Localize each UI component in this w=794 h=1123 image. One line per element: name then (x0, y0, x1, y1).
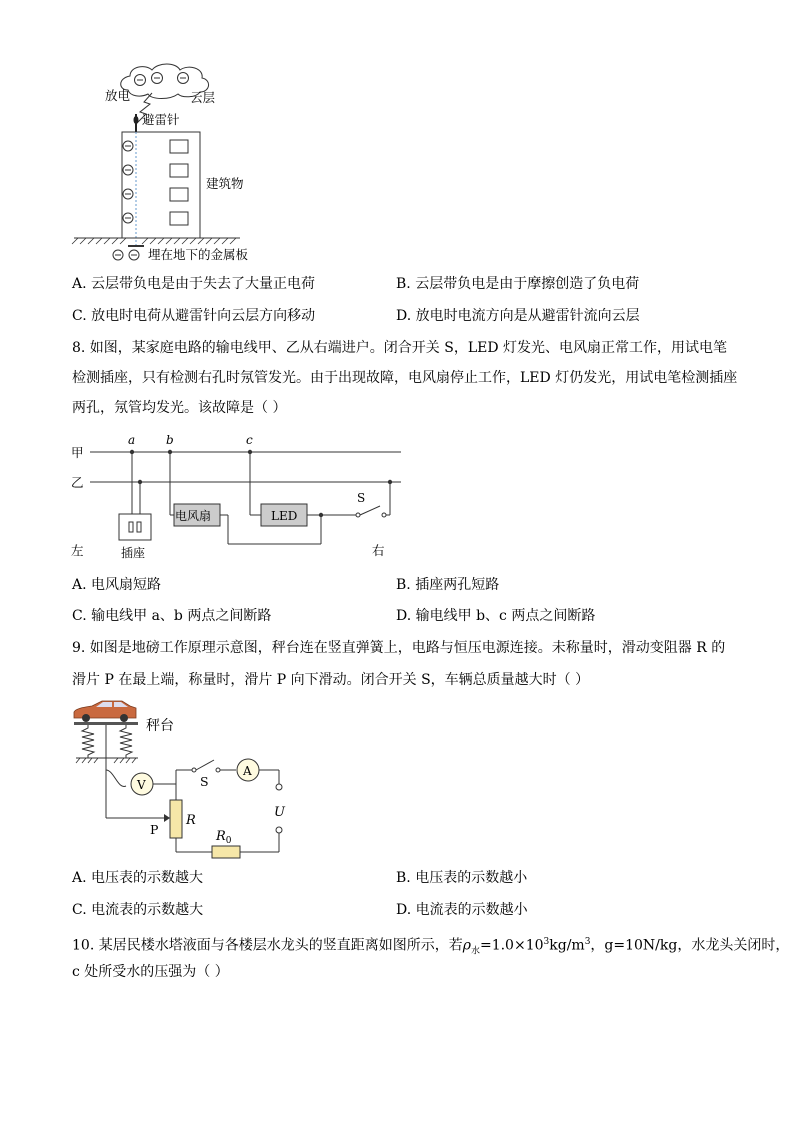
label-slider-p: P (150, 822, 159, 837)
household-circuit-figure (66, 430, 416, 570)
q7-option-c[interactable]: C. 放电时电荷从避雷针向云层方向移动 (72, 308, 316, 324)
q7-option-b[interactable]: B. 云层带负电是由于摩擦创造了负电荷 (396, 276, 640, 292)
q9-option-b[interactable]: B. 电压表的示数越小 (396, 870, 528, 886)
label-led: LED (271, 509, 298, 523)
label-right: 右 (372, 543, 385, 558)
label-voltmeter: V (137, 778, 146, 792)
label-point-a: a (128, 433, 136, 447)
q8-stem-line2: 检测插座，只有检测右孔时氖管发光。由于出现故障，电风扇停止工作，LED 灯仍发光，用试电笔检测插座 (72, 370, 738, 386)
q8-option-c[interactable]: C. 输电线甲 a、b 两点之间断路 (72, 608, 272, 624)
plate-negative-charges (113, 250, 139, 260)
q9-stem-line1: 9. 如图是地磅工作原理示意图，秤台连在竖直弹簧上，电路与恒压电源连接。未称量时，滑动变阻器 R 的 (72, 640, 726, 656)
q7-option-d[interactable]: D. 放电时电流方向是从避雷针流向云层 (396, 308, 640, 324)
cloud-negative-charges (135, 73, 189, 86)
socket-box (119, 514, 151, 540)
q8-option-a[interactable]: A. 电风扇短路 (72, 577, 162, 593)
label-left: 左 (71, 543, 84, 558)
label-building: 建筑物 (206, 176, 244, 191)
label-discharge: 放电 (105, 88, 131, 103)
label-jia: 甲 (71, 445, 84, 460)
label-r0: $R_0$ (216, 829, 232, 846)
label-lightning-rod: 避雷针 (142, 112, 180, 127)
q8-option-d[interactable]: D. 输电线甲 b、c 两点之间断路 (396, 608, 596, 624)
q10-stem-line2: c 处所受水的压强为（ ） (72, 964, 229, 980)
label-cloud: 云层 (190, 90, 216, 105)
label-switch: S (200, 774, 209, 789)
switch-s (360, 506, 380, 515)
switch-s (196, 760, 214, 770)
q9-stem-line2: 滑片 P 在最上端，称量时，滑片 P 向下滑动。闭合开关 S，车辆总质量越大时（ ） (72, 672, 590, 688)
label-ammeter: A (243, 764, 252, 778)
resistor-r0 (212, 846, 240, 858)
rheostat-r (170, 800, 182, 838)
q8-stem-line3: 两孔，氖管均发光。该故障是（ ） (72, 400, 287, 416)
car-icon (74, 701, 136, 722)
q9-option-a[interactable]: A. 电压表的示数越大 (72, 870, 204, 886)
q9-option-c[interactable]: C. 电流表的示数越大 (72, 902, 204, 918)
label-point-c: c (246, 433, 253, 447)
weighbridge-figure (66, 700, 306, 860)
label-rheostat: R (186, 813, 196, 828)
lightning-rod-figure (60, 60, 300, 275)
label-point-b: b (166, 433, 174, 447)
scale-platform (74, 722, 138, 725)
q7-option-a[interactable]: A. 云层带负电是由于失去了大量正电荷 (72, 276, 316, 292)
q8-stem-line1: 8. 如图，某家庭电路的输电线甲、乙从右端进户。闭合开关 S，LED 灯发光、电风扇正常工作，用试电笔 (72, 340, 728, 356)
label-switch: S (357, 491, 366, 505)
label-socket: 插座 (121, 546, 146, 560)
q10-stem-line1: 10. 某居民楼水塔液面与各楼层水龙头的竖直距离如图所示，若$\rho_水=1.0\times 10^3kg/m^3$，g=10N/kg，水龙头关闭时， (72, 937, 790, 957)
label-voltage-u: U (274, 805, 285, 820)
label-fan: 电风扇 (175, 509, 212, 523)
springs (82, 725, 132, 758)
label-yi: 乙 (71, 475, 84, 490)
label-metal-plate: 埋在地下的金属板 (148, 247, 249, 262)
label-platform: 秤台 (146, 718, 174, 734)
q9-option-d[interactable]: D. 电流表的示数越小 (396, 902, 528, 918)
q8-option-b[interactable]: B. 插座两孔短路 (396, 577, 500, 593)
